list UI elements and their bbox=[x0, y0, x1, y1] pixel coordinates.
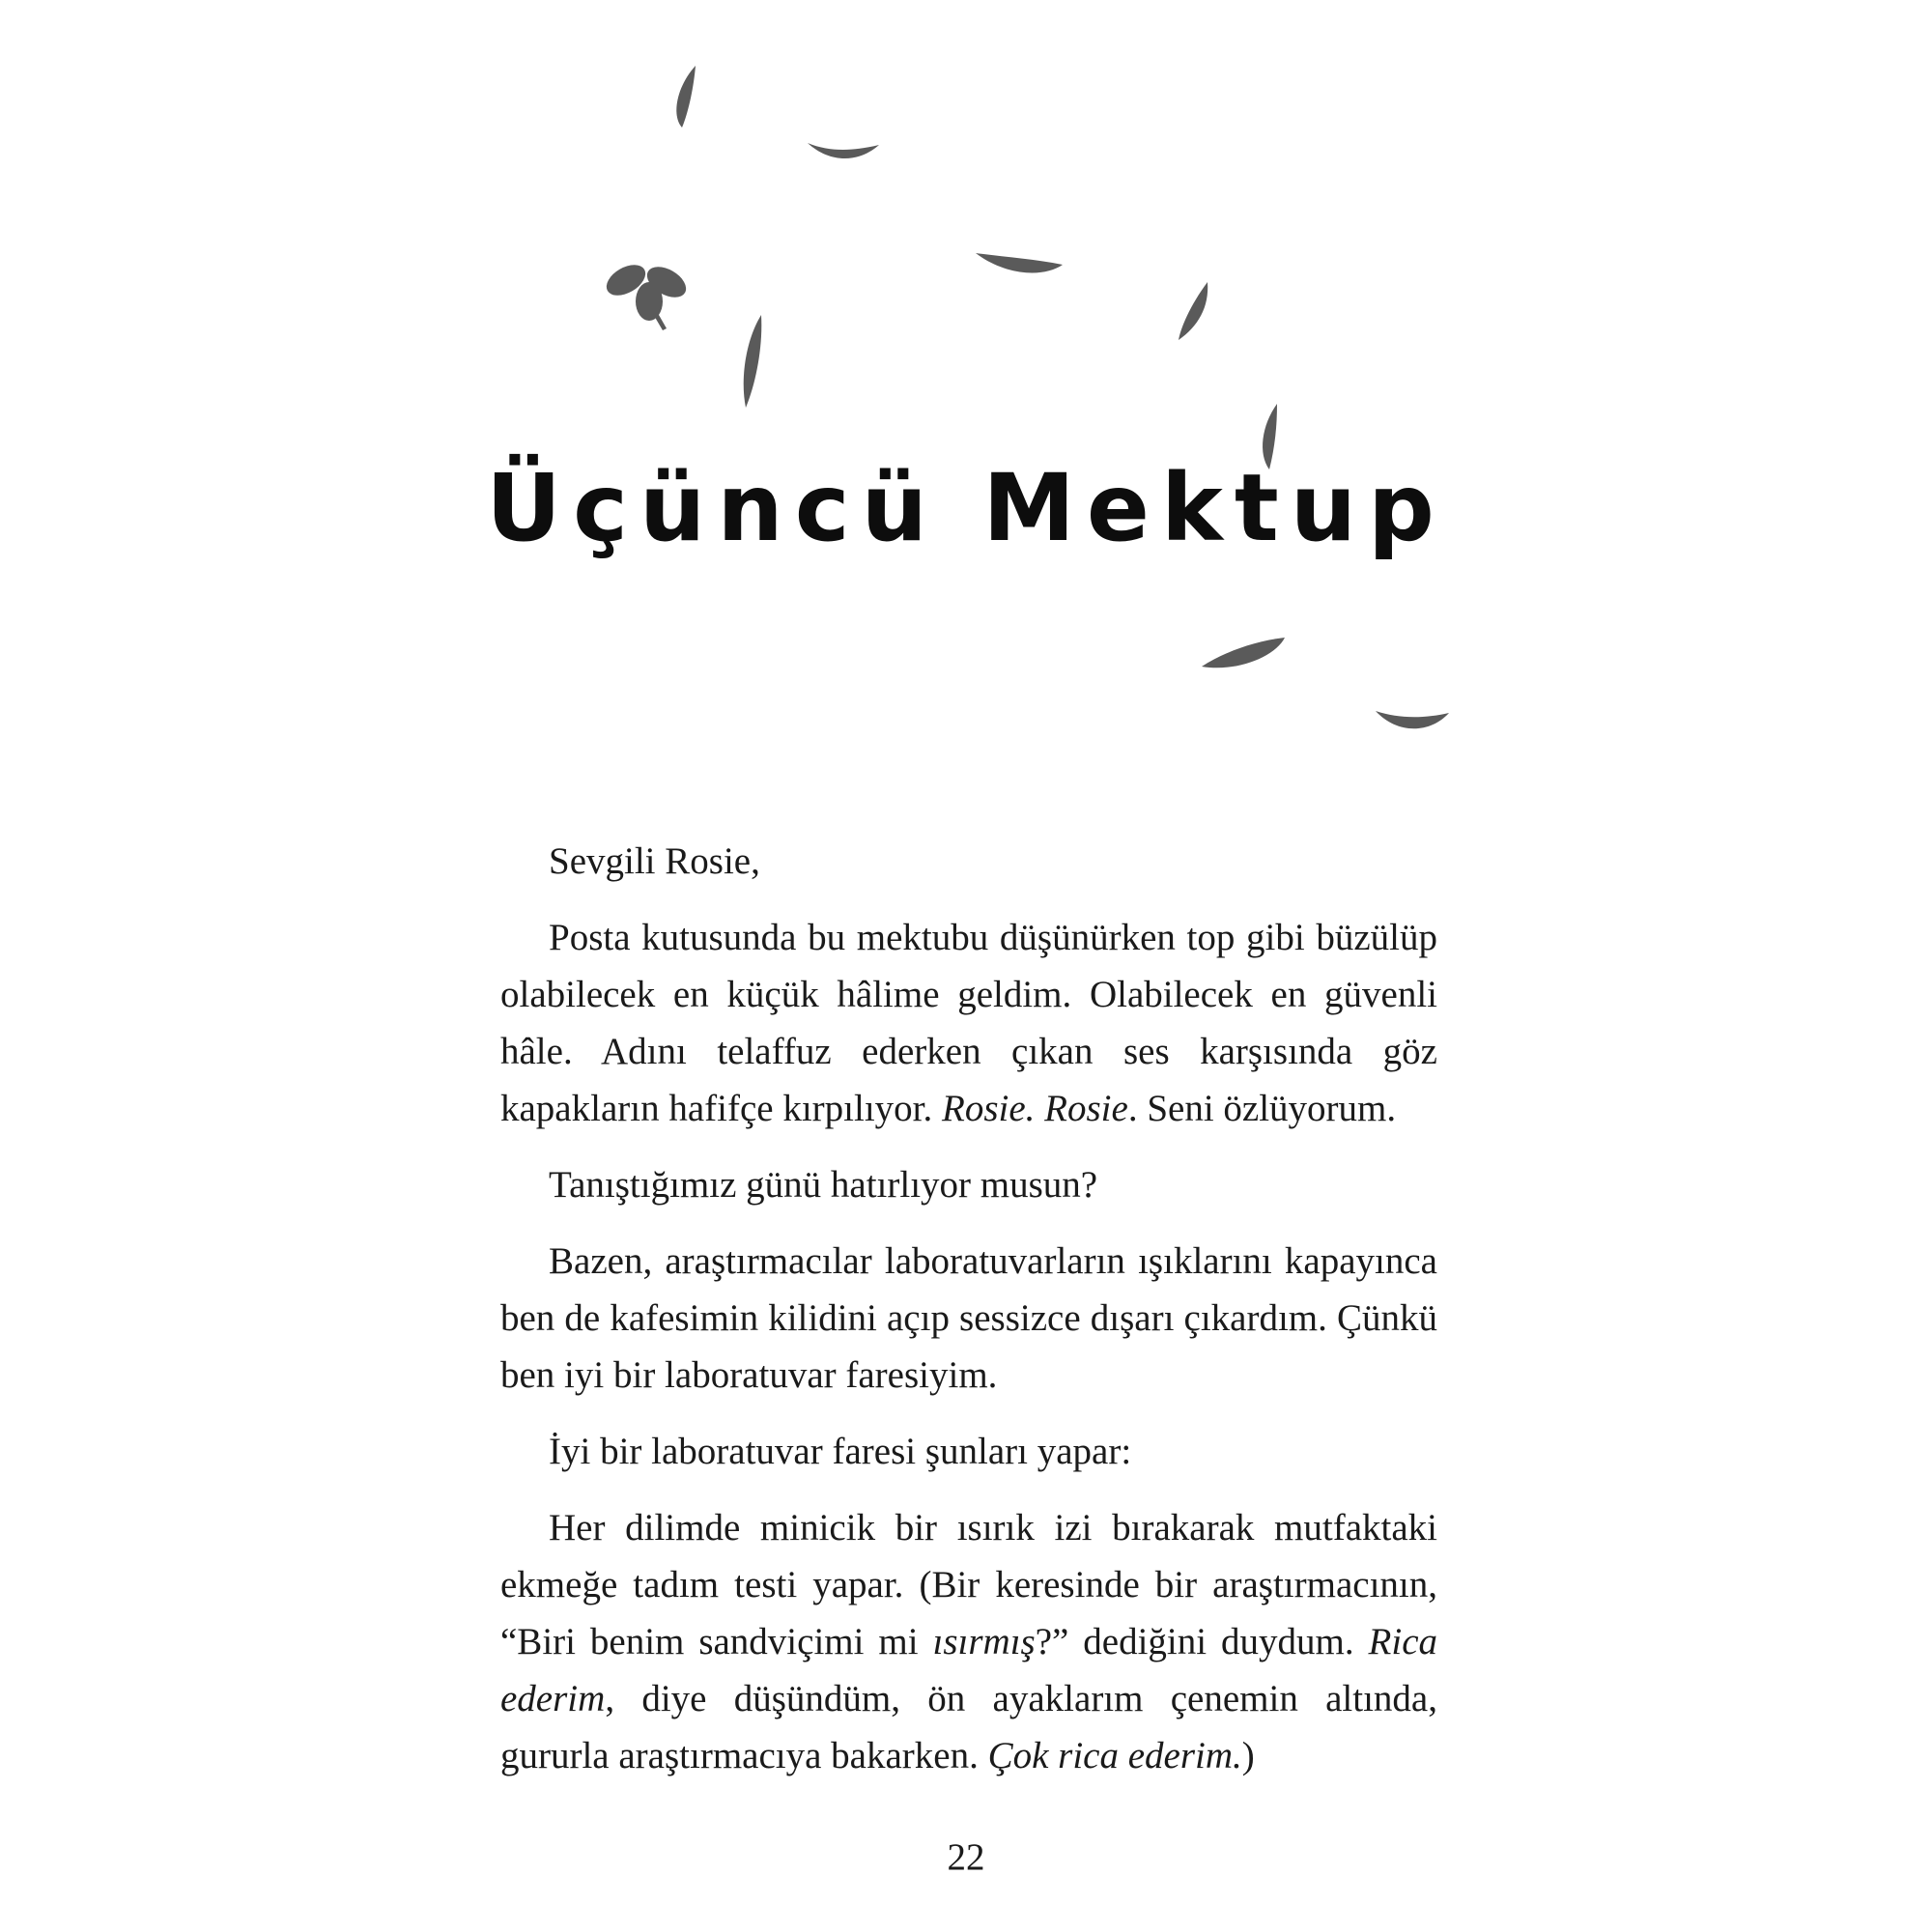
letter-salutation: Sevgili Rosie, bbox=[549, 840, 760, 882]
paragraph-text: ?” dediğini duydum. bbox=[1035, 1621, 1369, 1662]
letter-paragraph: İyi bir laboratuvar faresi şunları yapar: bbox=[549, 1431, 1132, 1472]
falling-leaves-icon bbox=[0, 0, 1932, 773]
letter-paragraph: Bazen, araştırmacılar laboratuvarların ışıklarını kapayınca ben de kafesimin kilidini açıp sessizce dışarı çıkardım. Çünkü ben iyi bir laboratuvar faresiyim. bbox=[500, 1240, 1437, 1396]
letter-body bbox=[500, 833, 1437, 1804]
leaf-icon bbox=[676, 66, 696, 128]
italic-word: ısırmış bbox=[932, 1621, 1036, 1662]
italic-name: Rosie bbox=[1044, 1088, 1128, 1129]
leaf-icon bbox=[1202, 638, 1285, 668]
italic-phrase: Çok rica ederim. bbox=[987, 1735, 1242, 1776]
clover-leaf-icon bbox=[601, 259, 691, 330]
paragraph-text: . Seni özlüyorum. bbox=[1127, 1088, 1397, 1129]
paragraph-text: , diye düşündüm, ön ayaklarım çenemin altında, gururla araştırmacıya bakarken. bbox=[500, 1678, 1437, 1776]
italic-name: Rosie. bbox=[942, 1088, 1036, 1129]
chapter-title: Üçüncü Mektup bbox=[486, 454, 1446, 562]
paragraph-text: Her dilimde minicik bir ısırık izi bırakarak mutfaktaki ekmeğe tadım testi yapar. (Bir keresinde bir araştırmacının, “Biri benim sandviçimi mi bbox=[500, 1507, 1437, 1662]
italic-phrase: Rica ederim bbox=[500, 1621, 1437, 1719]
leaf-icon bbox=[744, 315, 762, 408]
leaf-icon bbox=[976, 253, 1063, 272]
paragraph-text: Posta kutusunda bu mektubu düşünürken top gibi büzülüp olabilecek en küçük hâlime geldim. Olabilecek en güvenli hâle. Adını telaffuz ederken çıkan ses karşısında göz kapakların hafifçe kırpılıyor. bbox=[500, 917, 1437, 1129]
letter-paragraph bbox=[500, 909, 1437, 1137]
leaf-icon bbox=[1376, 711, 1449, 728]
page-number: 22 bbox=[947, 1836, 985, 1878]
letter-paragraph bbox=[500, 1499, 1437, 1784]
paragraph-text bbox=[1035, 1088, 1044, 1129]
leaf-icon bbox=[808, 143, 879, 158]
letter-paragraph: Tanıştığımız günü hatırlıyor musun? bbox=[549, 1164, 1098, 1206]
paragraph-text: ) bbox=[1241, 1735, 1255, 1776]
leaf-icon bbox=[1179, 282, 1208, 340]
